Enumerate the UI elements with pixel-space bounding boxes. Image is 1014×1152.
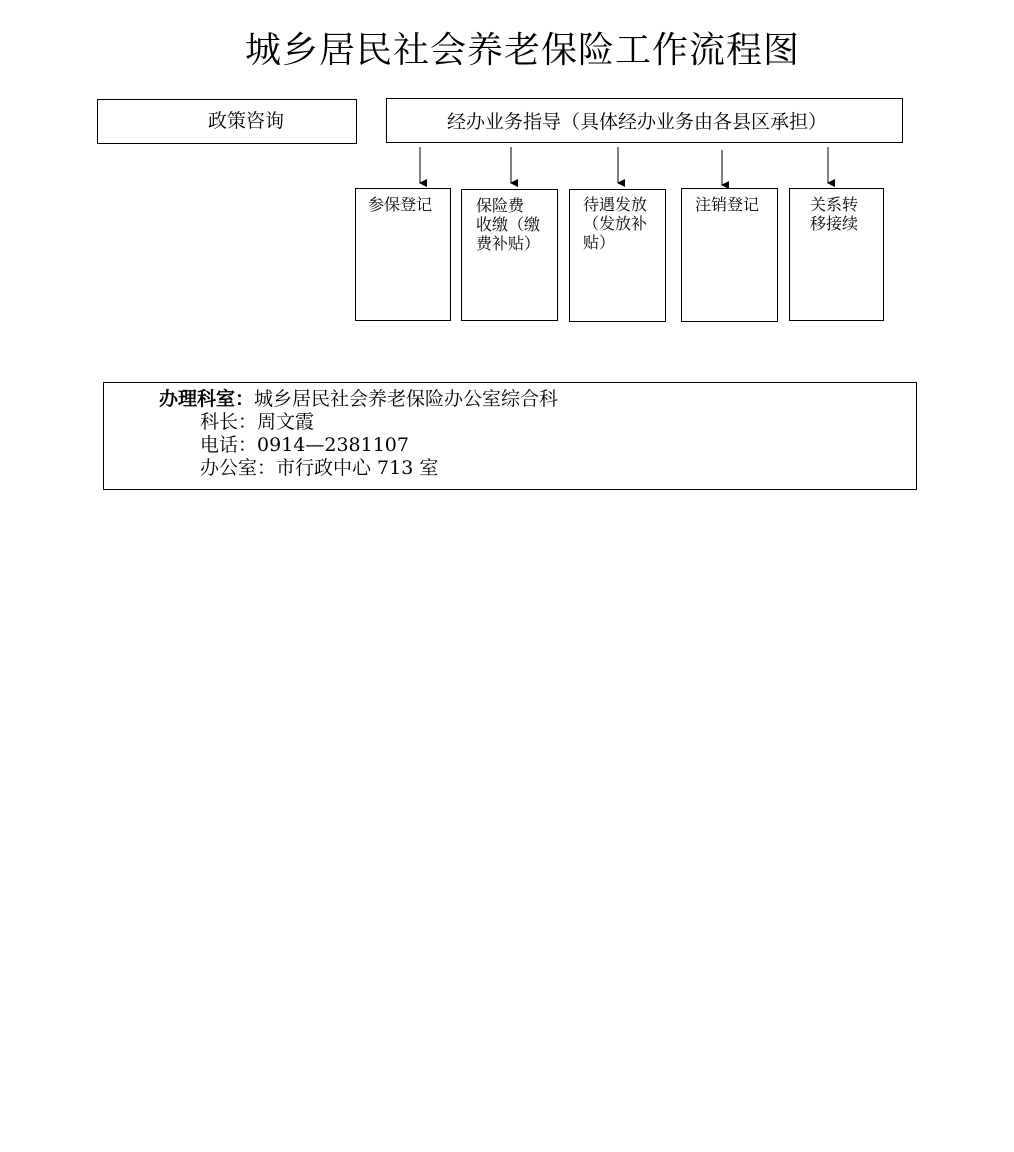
phone-label: 电话： xyxy=(200,434,258,456)
step-premium-collection xyxy=(461,189,558,321)
step-label: （发放补 xyxy=(583,214,648,233)
step-label: 移接续 xyxy=(810,214,859,233)
step-enrollment-registration xyxy=(355,188,451,321)
office-row xyxy=(159,388,558,410)
step-label: 贴） xyxy=(583,233,616,252)
office-value: 城乡居民社会养老保险办公室综合科 xyxy=(254,388,559,410)
step-label: 收缴（缴 xyxy=(476,215,541,234)
chief-label: 科长： xyxy=(200,411,258,433)
step-label: 费补贴） xyxy=(476,234,541,253)
step-label: 待遇发放 xyxy=(583,195,648,214)
room-value: 市行政中心 713 室 xyxy=(276,457,439,479)
office-label: 办理科室： xyxy=(159,388,255,410)
step-relationship-transfer xyxy=(789,188,884,321)
business-guidance-label: 经办业务指导（具体经办业务由各县区承担） xyxy=(447,111,828,133)
step-cancellation-registration xyxy=(681,188,778,322)
step-label: 参保登记 xyxy=(368,195,433,214)
phone-row xyxy=(200,434,409,456)
connector-arrows xyxy=(0,0,1014,200)
step-label: 关系转 xyxy=(810,195,859,214)
step-label: 注销登记 xyxy=(695,195,760,214)
phone-value: 0914—2381107 xyxy=(257,434,409,456)
policy-consultation-label: 政策咨询 xyxy=(208,110,285,132)
contact-info-box xyxy=(103,382,917,490)
page-title: 城乡居民社会养老保险工作流程图 xyxy=(244,30,800,71)
room-row xyxy=(200,457,438,479)
step-benefit-payment xyxy=(569,189,666,322)
step-label: 保险费 xyxy=(476,196,525,215)
chief-row xyxy=(200,411,314,433)
room-label: 办公室： xyxy=(200,457,277,479)
chief-value: 周文霞 xyxy=(257,411,315,433)
